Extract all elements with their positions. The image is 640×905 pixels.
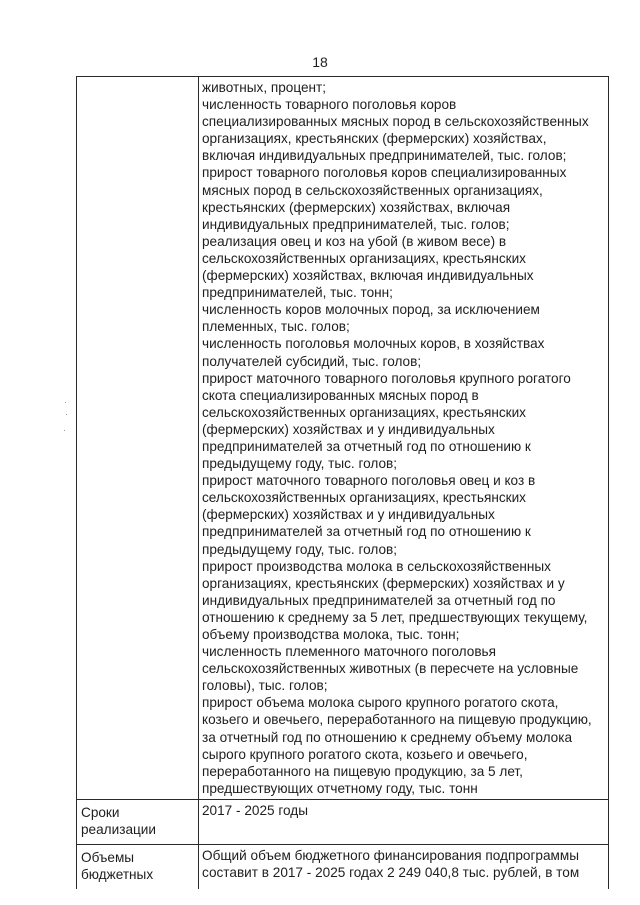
text-line: козьего и овечьего, переработанного на пищевую продукцию, xyxy=(202,712,592,728)
text-line: Сроки xyxy=(81,804,120,820)
text-line: предпринимателей за отчетный год по отношению к xyxy=(202,524,531,540)
text-line: численность товарного поголовья коров xyxy=(202,97,457,113)
text-line: численность коров молочных пород, за исключением xyxy=(202,302,540,318)
text-line: реализации xyxy=(81,822,156,838)
page-number: 18 xyxy=(312,54,328,70)
text-line: (фермерских) хозяйствах, включая индивидуальных xyxy=(202,268,534,284)
text-line: 2017 - 2025 годы xyxy=(202,802,308,818)
text-line: предыдущему году, тыс. голов; xyxy=(202,541,398,557)
text-line: отношению к среднему за 5 лет, предшествующих текущему, xyxy=(202,609,588,625)
text-line: прирост маточного товарного поголовья овец и коз в xyxy=(202,473,536,489)
text-line: Объемы xyxy=(81,849,135,865)
table-row-indicators xyxy=(77,77,609,800)
text-line: головы), тыс. голов; xyxy=(202,678,328,694)
text-line: специализированных мясных пород в сельскохозяйственных xyxy=(202,114,589,130)
text-line: объему производства молока, тыс. тонн; xyxy=(202,627,460,642)
row-content-cell xyxy=(199,77,609,800)
text-line: сельскохозяйственных организациях, крестьянских xyxy=(202,490,526,506)
text-line: предшествующих отчетному году, тыс. тонн xyxy=(202,780,478,796)
text-line: предпринимателей, тыс. тонн; xyxy=(202,285,393,301)
row-content-cell xyxy=(199,799,609,844)
scan-speck-marks xyxy=(64,400,68,440)
text-line: мясных пород в сельскохозяйственных организациях, xyxy=(202,182,543,198)
text-line: бюджетных xyxy=(81,867,154,883)
text-line: (фермерских) хозяйствах и у индивидуальных xyxy=(202,421,495,437)
text-line: организациях, крестьянских (фермерских) хозяйствах, xyxy=(202,131,547,147)
text-line: индивидуальных предпринимателей за отчетный год по xyxy=(202,592,556,608)
text-line: за отчетный год по отношению к среднему объему молока xyxy=(202,729,573,745)
text-line: численность поголовья молочных коров, в хозяйствах xyxy=(202,336,545,352)
text-line: прирост товарного поголовья коров специализированных xyxy=(202,165,567,181)
text-line: включая индивидуальных предпринимателей, тыс. голов; xyxy=(202,148,567,164)
text-line: предпринимателей за отчетный год по отношению к xyxy=(202,438,531,454)
row-content-cell xyxy=(199,844,609,889)
text-line: животных, процент; xyxy=(202,80,327,95)
text-line: крестьянских (фермерских) хозяйствах, включая xyxy=(202,199,511,215)
text-line: прирост маточного товарного поголовья крупного рогатого xyxy=(202,370,571,386)
table-row-implementation-period xyxy=(77,799,609,844)
text-line: (фермерских) хозяйствах и у индивидуальных xyxy=(202,507,495,523)
text-line: сырого крупного рогатого скота, козьего и овечьего, xyxy=(202,746,528,762)
text-line: организациях, крестьянских (фермерских) хозяйствах и у xyxy=(202,575,565,591)
text-line: сельскохозяйственных организациях, крестьянских xyxy=(202,250,526,266)
text-line: скота специализированных мясных пород в xyxy=(202,387,479,403)
text-line: племенных, тыс. голов; xyxy=(202,319,350,335)
text-line: переработанного на пищевую продукцию, за 5 лет, xyxy=(202,763,523,779)
table-row-budget-volumes xyxy=(77,844,609,889)
text-line: численность племенного маточного поголовья xyxy=(202,644,496,660)
text-line: сельскохозяйственных организациях, крестьянских xyxy=(202,404,526,420)
row-label-cell xyxy=(77,799,199,844)
text-line: прирост объема молока сырого крупного рогатого скота, xyxy=(202,695,559,711)
text-line: прирост производства молока в сельскохозяйственных xyxy=(202,558,551,574)
row-label-cell xyxy=(77,844,199,889)
text-line: сельскохозяйственных животных (в пересчете на условные xyxy=(202,661,579,677)
text-line: составит в 2017 - 2025 годах 2 249 040,8 тыс. рублей, в том xyxy=(202,865,580,881)
row-label-cell xyxy=(77,77,199,800)
text-line: получателей субсидий, тыс. голов; xyxy=(202,353,422,369)
subprogram-passport-table xyxy=(76,76,609,889)
text-line: Общий объем бюджетного финансирования подпрограммы xyxy=(202,847,579,863)
text-line: реализация овец и коз на убой (в живом весе) в xyxy=(202,233,507,249)
text-line: предыдущему году, тыс. голов; xyxy=(202,456,398,472)
text-line: индивидуальных предпринимателей, тыс. голов; xyxy=(202,216,510,232)
